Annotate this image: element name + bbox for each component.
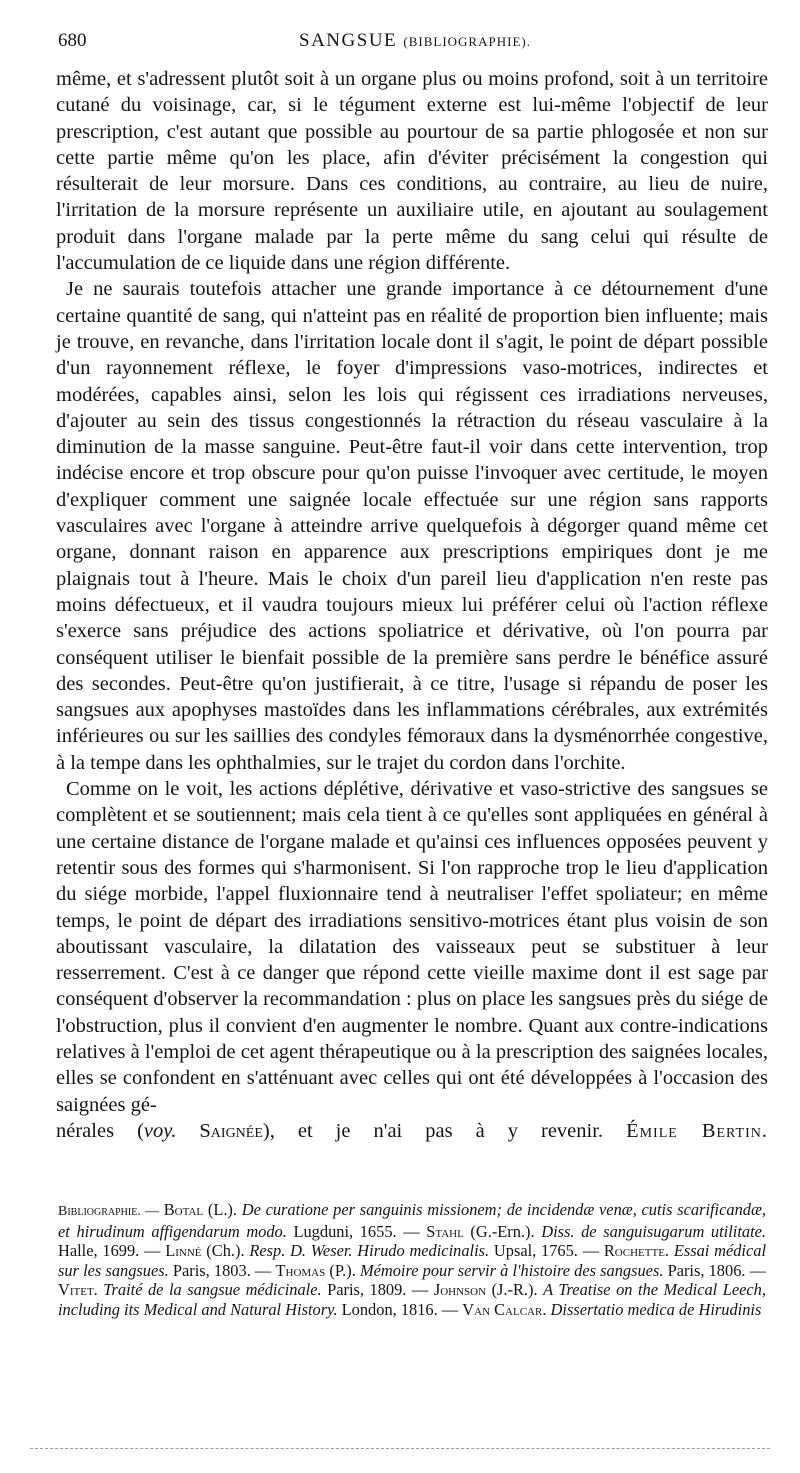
bottom-divider: [30, 1448, 770, 1449]
running-title: [58, 30, 772, 52]
bibliography-imprint: Upsal, 1765. —: [489, 1241, 604, 1261]
bibliography-imprint: Halle, 1699. —: [58, 1241, 166, 1261]
page-number: 680: [58, 30, 87, 51]
bibliography-author: Johnson: [433, 1280, 487, 1300]
closing-text-before: nérales (: [56, 1119, 144, 1142]
author-signature: Émile Bertin.: [626, 1119, 769, 1142]
bibliography-entry: [462, 1300, 761, 1319]
bibliography-author-initials: (G.-Ern.).: [463, 1221, 542, 1241]
running-header: [58, 30, 772, 54]
bibliography-imprint: Paris, 1809. —: [321, 1280, 434, 1300]
bibliography-author: Linné: [165, 1241, 202, 1261]
bibliography-author: Rochette: [603, 1241, 665, 1261]
bibliography-imprint: Paris, 1803. —: [168, 1260, 276, 1280]
bibliography-title: Traité de la sangsue médicinale.: [103, 1280, 322, 1300]
bibliography-imprint: Lugduni, 1655. —: [286, 1221, 427, 1241]
running-title-subtitle: (BIBLIOGRAPHIE).: [403, 34, 531, 49]
bibliography-entry: [165, 1241, 604, 1260]
bibliography-author-initials: (L.).: [203, 1200, 242, 1219]
bibliography-entry: [58, 1280, 434, 1299]
bibliography-title: Essai médical sur les sangsues.: [58, 1241, 767, 1280]
bibliography-imprint: Paris, 1806. —: [663, 1260, 767, 1280]
bibliography-author: Stahl: [426, 1221, 464, 1241]
closing-text-after: ), et je n'ai pas à y revenir.: [262, 1119, 604, 1142]
bibliography-author-initials: .: [542, 1299, 551, 1319]
bibliography-author: Thomas: [275, 1260, 326, 1280]
bibliography-author: Vitet: [58, 1280, 94, 1300]
paragraph-2: Je ne saurais toutefois attacher une grande importance à ce détournement d'une certaine quantité de sang, qui n'atteint pas en réalité de proportion bien influente; mais je trouve, en revanche, dans l'irritation locale dont il s'agit, le point de départ possible d'un rayonnement réflexe, le foyer d'impressions vaso-motrices, indirectes et modérées, capables ainsi, selon les lois qui régissent ces irradiations nerveuses, d'ajouter au sein des tissus congestionnés la rétraction du réseau vasculaire à la diminution de la masse sanguine. Peut-être faut-il voir dans cette intervention, trop indécise encore et trop obscure pour qu'on puisse l'invoquer avec certitude, le moyen d'expliquer comment une saignée locale effectuée sur une région sans rapports vasculaires avec l'organe à atteindre arrive quelquefois à dégorger quand même cet organe, donnant raison en apparence aux prescriptions empiriques dont je me plaignais tout à l'heure. Mais le choix d'un pareil lieu d'application n'en reste pas moins défectueux, et il vaudra toujours mieux lui préférer celui où l'action réflexe s'exerce sans préjudice des actions spoliatrice et dérivative, où l'on pourra par conséquent utiliser le bienfait possible de la première sans perdre le bénéfice assuré des secondes. Peut-être qu'on justifierait, à ce titre, l'usage si répandu de poser les sangsues aux apophyses mastoïdes dans les inflammations cérébrales, aux extrémités inférieures ou sur les saillies des condyles fémoraux dans la dysménorrhée congestive, à la tempe dans les ophthalmies, sur le trajet du cordon dans l'orchite.: [56, 278, 768, 774]
cross-reference-link[interactable]: Saignée: [199, 1119, 263, 1142]
article-body: [56, 66, 768, 1144]
see-abbreviation: voy.: [143, 1119, 177, 1142]
bibliography-imprint: London, 1816. —: [337, 1299, 463, 1319]
bibliography-title: Diss. de sanguisugarum utilitate.: [541, 1221, 766, 1241]
bibliography-author-initials: (Ch.).: [201, 1241, 250, 1261]
bibliography-author: Botal: [163, 1200, 204, 1219]
bibliography-author: Van Calcar: [462, 1299, 543, 1319]
bibliography-title: Dissertatio medica de Hirudinis: [550, 1299, 762, 1319]
paragraph-1: même, et s'adressent plutôt soit à un organe plus ou moins profond, soit à un territoire cutané du voisinage, car, si le tégument externe est lui-même l'objectif de leur prescription, c'est autant que possible au pourtour de sa partie phlogosée et non sur cette partie même qu'on les place, afin d'éviter précisément la congestion qui résulterait de leur morsure. Dans ces conditions, au contraire, au lieu de nuire, l'irritation de la morsure représente un auxiliaire utile, en ajoutant au soulagement produit dans l'organe malade par la perte même du sang celui qui résulte de l'accumulation de ce liquide dans une région différente.: [56, 68, 768, 275]
bibliography-entries: [58, 1200, 766, 1319]
running-title-main: SANGSUE: [299, 30, 398, 51]
bibliography-entry: [275, 1261, 766, 1280]
bibliography-title: A Treatise on the Medical Leech, including its Medical and Natural History.: [58, 1280, 766, 1319]
bibliography-title: De curatione per sanguinis missionem; de incidendæ venæ, cutis scarificandæ, et hirudinum affigendarum modo.: [58, 1200, 767, 1241]
closing-line: [56, 1118, 768, 1144]
bibliography-title: Mémoire pour servir à l'histoire des sangsues.: [359, 1260, 664, 1280]
bibliography-author-initials: (J.-R.).: [486, 1280, 544, 1300]
bibliography-author-initials: .: [93, 1280, 104, 1300]
bibliography-heading: Bibliographie. —: [58, 1204, 159, 1219]
bibliography-author-initials: (P.).: [325, 1260, 360, 1280]
bibliography: [58, 1200, 766, 1320]
bibliography-title: Resp. D. Weser. Hirudo medicinalis.: [249, 1241, 490, 1261]
paragraph-3: Comme on le voit, les actions déplétive, dérivative et vaso-strictive des sangsues se complètent et se soutiennent; mais cela tient à ce qu'elles sont appliquées en général à une certaine distance de l'organe malade et qu'ainsi ces influences opposées peuvent y retentir sous des formes qui s'harmonisent. Si l'on rapproche trop le lieu d'application du siége morbide, l'appel fluxionnaire tend à neutraliser l'effet spoliateur; en même temps, le point de départ des irradiations sensitivo-motrices étant plus voisin de son aboutissant vasculaire, la dilatation des vaisseaux peut se substituer à leur resserrement. C'est à ce danger que répond cette vieille maxime dont il est sage par conséquent d'observer la recommandation : plus on place les sangsues près du siége de l'obstruction, plus il convient d'en augmenter le nombre. Quant aux contre-indications relatives à l'emploi de cet agent thérapeutique ou à la prescription des saignées locales, elles se confondent en s'atténuant avec celles qui ont été développées à l'occasion des saignées gé-: [56, 778, 768, 1116]
bibliography-author-initials: .: [664, 1241, 674, 1261]
